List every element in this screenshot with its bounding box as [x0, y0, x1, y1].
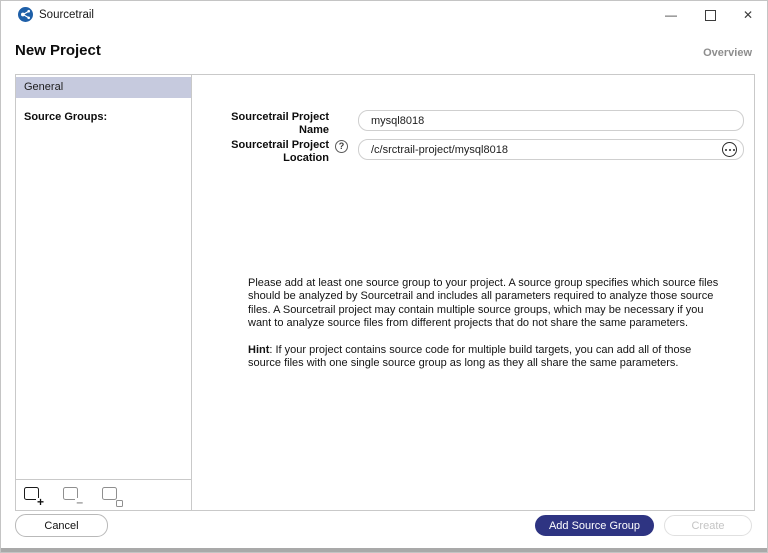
remove-source-group-icon-button[interactable]: –	[61, 485, 83, 505]
description-block	[248, 277, 722, 370]
project-location-label: Sourcetrail Project Location	[231, 139, 329, 164]
source-group-toolbar	[22, 485, 122, 509]
project-name-input[interactable]	[358, 110, 744, 131]
ellipsis-icon	[729, 149, 731, 151]
project-name-label: Sourcetrail Project Name	[231, 111, 329, 136]
maximize-icon	[705, 10, 716, 21]
browse-location-button[interactable]	[722, 142, 737, 157]
duplicate-source-group-icon-button[interactable]	[100, 485, 122, 505]
sourcetrail-logo-icon	[18, 7, 33, 22]
minimize-button[interactable]	[651, 1, 691, 29]
hint-label: Hint	[248, 343, 270, 356]
description-intro: Please add at least one source group to your project. A source group specifies which source files should be analyzed by Sourcetrail and includes all parameters required to analyze those source files. A Sourcetrail project may contain multiple source groups, which may be necessary if you want to analyze source files from different projects that do not share the same parameters.	[248, 277, 719, 330]
project-location-input[interactable]	[358, 139, 744, 160]
sidebar-item-general[interactable]: General	[16, 77, 191, 98]
hint-text: : If your project contains source code for multiple build targets, you can add all of those source files with one single source group as long as they all share the same parameters.	[248, 343, 692, 370]
description-hint	[248, 344, 722, 371]
create-button[interactable]: Create	[664, 515, 752, 536]
page-title: New Project	[15, 42, 101, 59]
minimize-icon: —	[665, 8, 677, 22]
window-title: Sourcetrail	[39, 9, 94, 21]
content-frame	[15, 74, 755, 511]
close-button[interactable]	[728, 1, 768, 29]
maximize-button[interactable]	[690, 1, 730, 29]
duplicate-source-group-icon	[102, 487, 117, 500]
titlebar	[1, 1, 767, 29]
cancel-button[interactable]: Cancel	[15, 514, 108, 537]
overview-label: Overview	[703, 47, 752, 59]
add-source-group-button[interactable]: Add Source Group	[535, 515, 654, 536]
help-icon[interactable]: ?	[335, 140, 348, 153]
window-bottom-edge	[1, 548, 767, 552]
add-source-group-icon-button[interactable]: +	[22, 485, 44, 505]
sidebar-divider	[16, 479, 191, 480]
sidebar-item-source-groups: Source Groups:	[24, 111, 108, 123]
sidebar	[16, 75, 192, 510]
close-icon: ✕	[742, 8, 754, 22]
